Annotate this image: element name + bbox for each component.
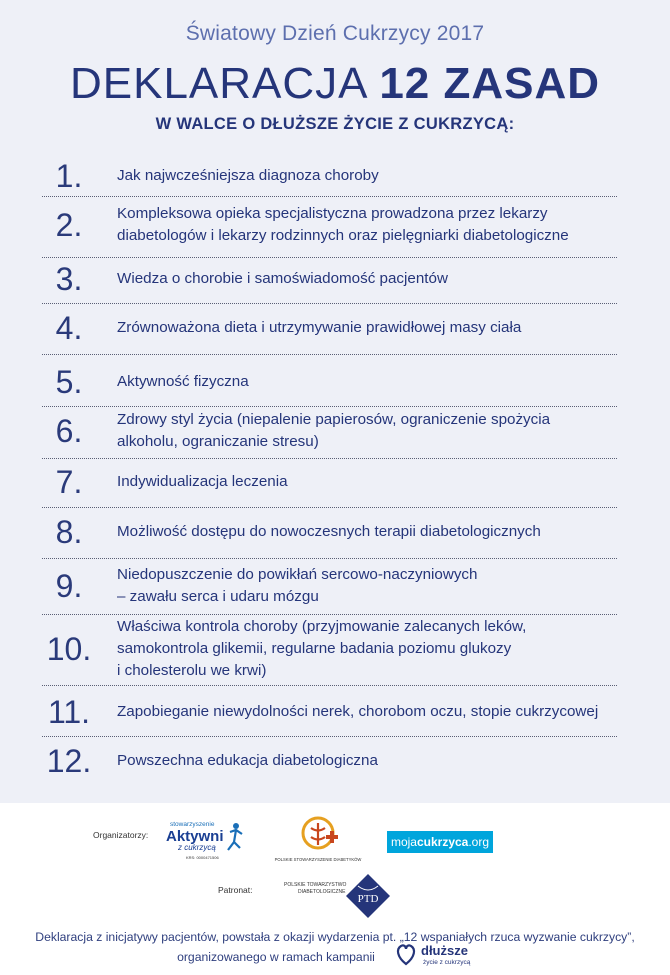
item-text — [117, 701, 637, 723]
caduceus-icon — [311, 823, 325, 845]
ptd-caption-2: DIABETOLOGICZNE — [298, 889, 346, 895]
item-text-line: Aktywność fizyczna — [117, 373, 249, 390]
psd-caption: POLSKIE STOWARZYSZENIE DIABETYKÓW — [274, 857, 362, 862]
item-text — [117, 750, 637, 772]
dluzsze-sub: życie z cukrzycą — [423, 959, 471, 966]
patronage-label: Patronat: — [218, 885, 253, 895]
aktywni-top-text: stowarzyszenie — [170, 821, 215, 828]
organizers-label: Organizatorzy: — [93, 830, 149, 840]
footer-line-2: organizowanego w ramach kampanii — [177, 950, 375, 964]
item-text — [117, 616, 637, 682]
aktywni-krs-text: KRS: 0000471506 — [186, 855, 219, 860]
item-text — [117, 371, 637, 393]
heart-icon — [398, 945, 414, 964]
item-number: 4. — [55, 310, 83, 346]
dotted-divider — [42, 558, 617, 559]
item-text — [117, 471, 637, 493]
dotted-divider — [42, 303, 617, 304]
title-regular: DEKLARACJA — [69, 59, 367, 108]
item-text — [117, 521, 637, 543]
aktywni-logo — [164, 818, 248, 862]
item-text-line: Niedopuszczenie do powikłań sercowo-naczyniowych — [117, 566, 478, 583]
plus-vertical-icon — [330, 831, 334, 843]
dluzsze-logo — [395, 942, 485, 968]
item-text-line: Jak najwcześniejsza diagnoza choroby — [117, 167, 379, 184]
item-number: 8. — [55, 514, 83, 550]
item-number: 11. — [47, 694, 91, 730]
item-number: 7. — [55, 464, 83, 500]
item-text — [117, 203, 637, 247]
aktywni-main-text: Aktywni — [166, 828, 224, 845]
dotted-divider — [42, 196, 617, 197]
item-number: 1. — [55, 158, 83, 194]
item-number: 5. — [55, 364, 83, 400]
dotted-divider — [42, 354, 617, 355]
item-text-line: i cholesterolu we krwi) — [117, 662, 267, 679]
dotted-divider — [42, 685, 617, 686]
moja-bold: cukrzyca — [416, 835, 469, 849]
ptd-initials: PTD — [357, 893, 379, 905]
item-text-line: Powszechna edukacja diabetologiczna — [117, 752, 378, 769]
item-number: 12. — [46, 743, 92, 779]
aktywni-sub-text: z cukrzycą — [178, 843, 216, 852]
item-text — [117, 317, 637, 339]
footer-line-1: Deklaracja z inicjatywy pacjentów, powstała z okazji wydarzenia pt. „12 wspaniałych rzuca wyzwanie cukrzycy”, — [35, 930, 635, 944]
title-bold: 12 ZASAD — [379, 59, 601, 108]
item-text — [117, 268, 637, 290]
item-text-line: diabetologów i lekarzy rodzinnych oraz pielęgniarki diabetologiczne — [117, 227, 569, 244]
item-text-line: Zdrowy styl życia (niepalenie papierosów, ograniczenie spożycia — [117, 411, 551, 428]
item-number: 10. — [46, 631, 92, 667]
item-number: 9. — [55, 568, 83, 604]
moja-suffix: .org — [468, 835, 490, 849]
runner-head-icon — [233, 823, 239, 829]
item-text-line: samokontrola glikemii, regularne badania poziomu glukozy — [117, 640, 512, 657]
dotted-divider — [42, 736, 617, 737]
page-title — [0, 58, 670, 110]
item-text-line: Możliwość dostępu do nowoczesnych terapii diabetologicznych — [117, 523, 541, 540]
event-subtitle: Światowy Dzień Cukrzycy 2017 — [185, 22, 485, 45]
item-text-line: Zrównoważona dieta i utrzymywanie prawidłowej masy ciała — [117, 319, 522, 336]
dotted-divider — [42, 458, 617, 459]
dotted-divider — [42, 406, 617, 407]
item-text-line: – zawału serca i udaru mózgu — [117, 588, 319, 605]
item-text-line: alkoholu, ograniczanie stresu) — [117, 433, 319, 450]
dotted-divider — [42, 614, 617, 615]
item-text-line: Zapobieganie niewydolności nerek, chorobom oczu, stopie cukrzycowej — [117, 703, 599, 720]
mojacukrzyca-logo — [387, 831, 493, 853]
item-text-line: Właściwa kontrola choroby (przyjmowanie zalecanych leków, — [117, 618, 527, 635]
item-text-line: Indywidualizacja leczenia — [117, 473, 288, 490]
ptd-caption-1: POLSKIE TOWARZYSTWO — [284, 882, 347, 888]
dotted-divider — [42, 257, 617, 258]
psd-logo — [268, 815, 368, 867]
runner-body-icon — [228, 830, 242, 850]
item-text — [117, 165, 637, 187]
item-text-line: Wiedza o chorobie i samoświadomość pacjentów — [117, 270, 448, 287]
item-text-line: Kompleksowa opieka specjalistyczna prowadzona przez lekarzy — [117, 205, 548, 222]
item-text — [117, 409, 637, 453]
moja-prefix: moja — [390, 835, 417, 849]
dotted-divider — [42, 507, 617, 508]
item-text — [117, 564, 637, 608]
footer-text — [0, 927, 670, 967]
ptd-logo — [282, 872, 394, 918]
dluzsze-main: dłuższe — [421, 943, 468, 958]
tagline: W WALCE O DŁUŻSZE ŻYCIE Z CUKRZYCĄ: — [155, 115, 515, 133]
item-number: 3. — [55, 261, 83, 297]
item-number: 6. — [55, 413, 83, 449]
item-number: 2. — [55, 207, 83, 243]
